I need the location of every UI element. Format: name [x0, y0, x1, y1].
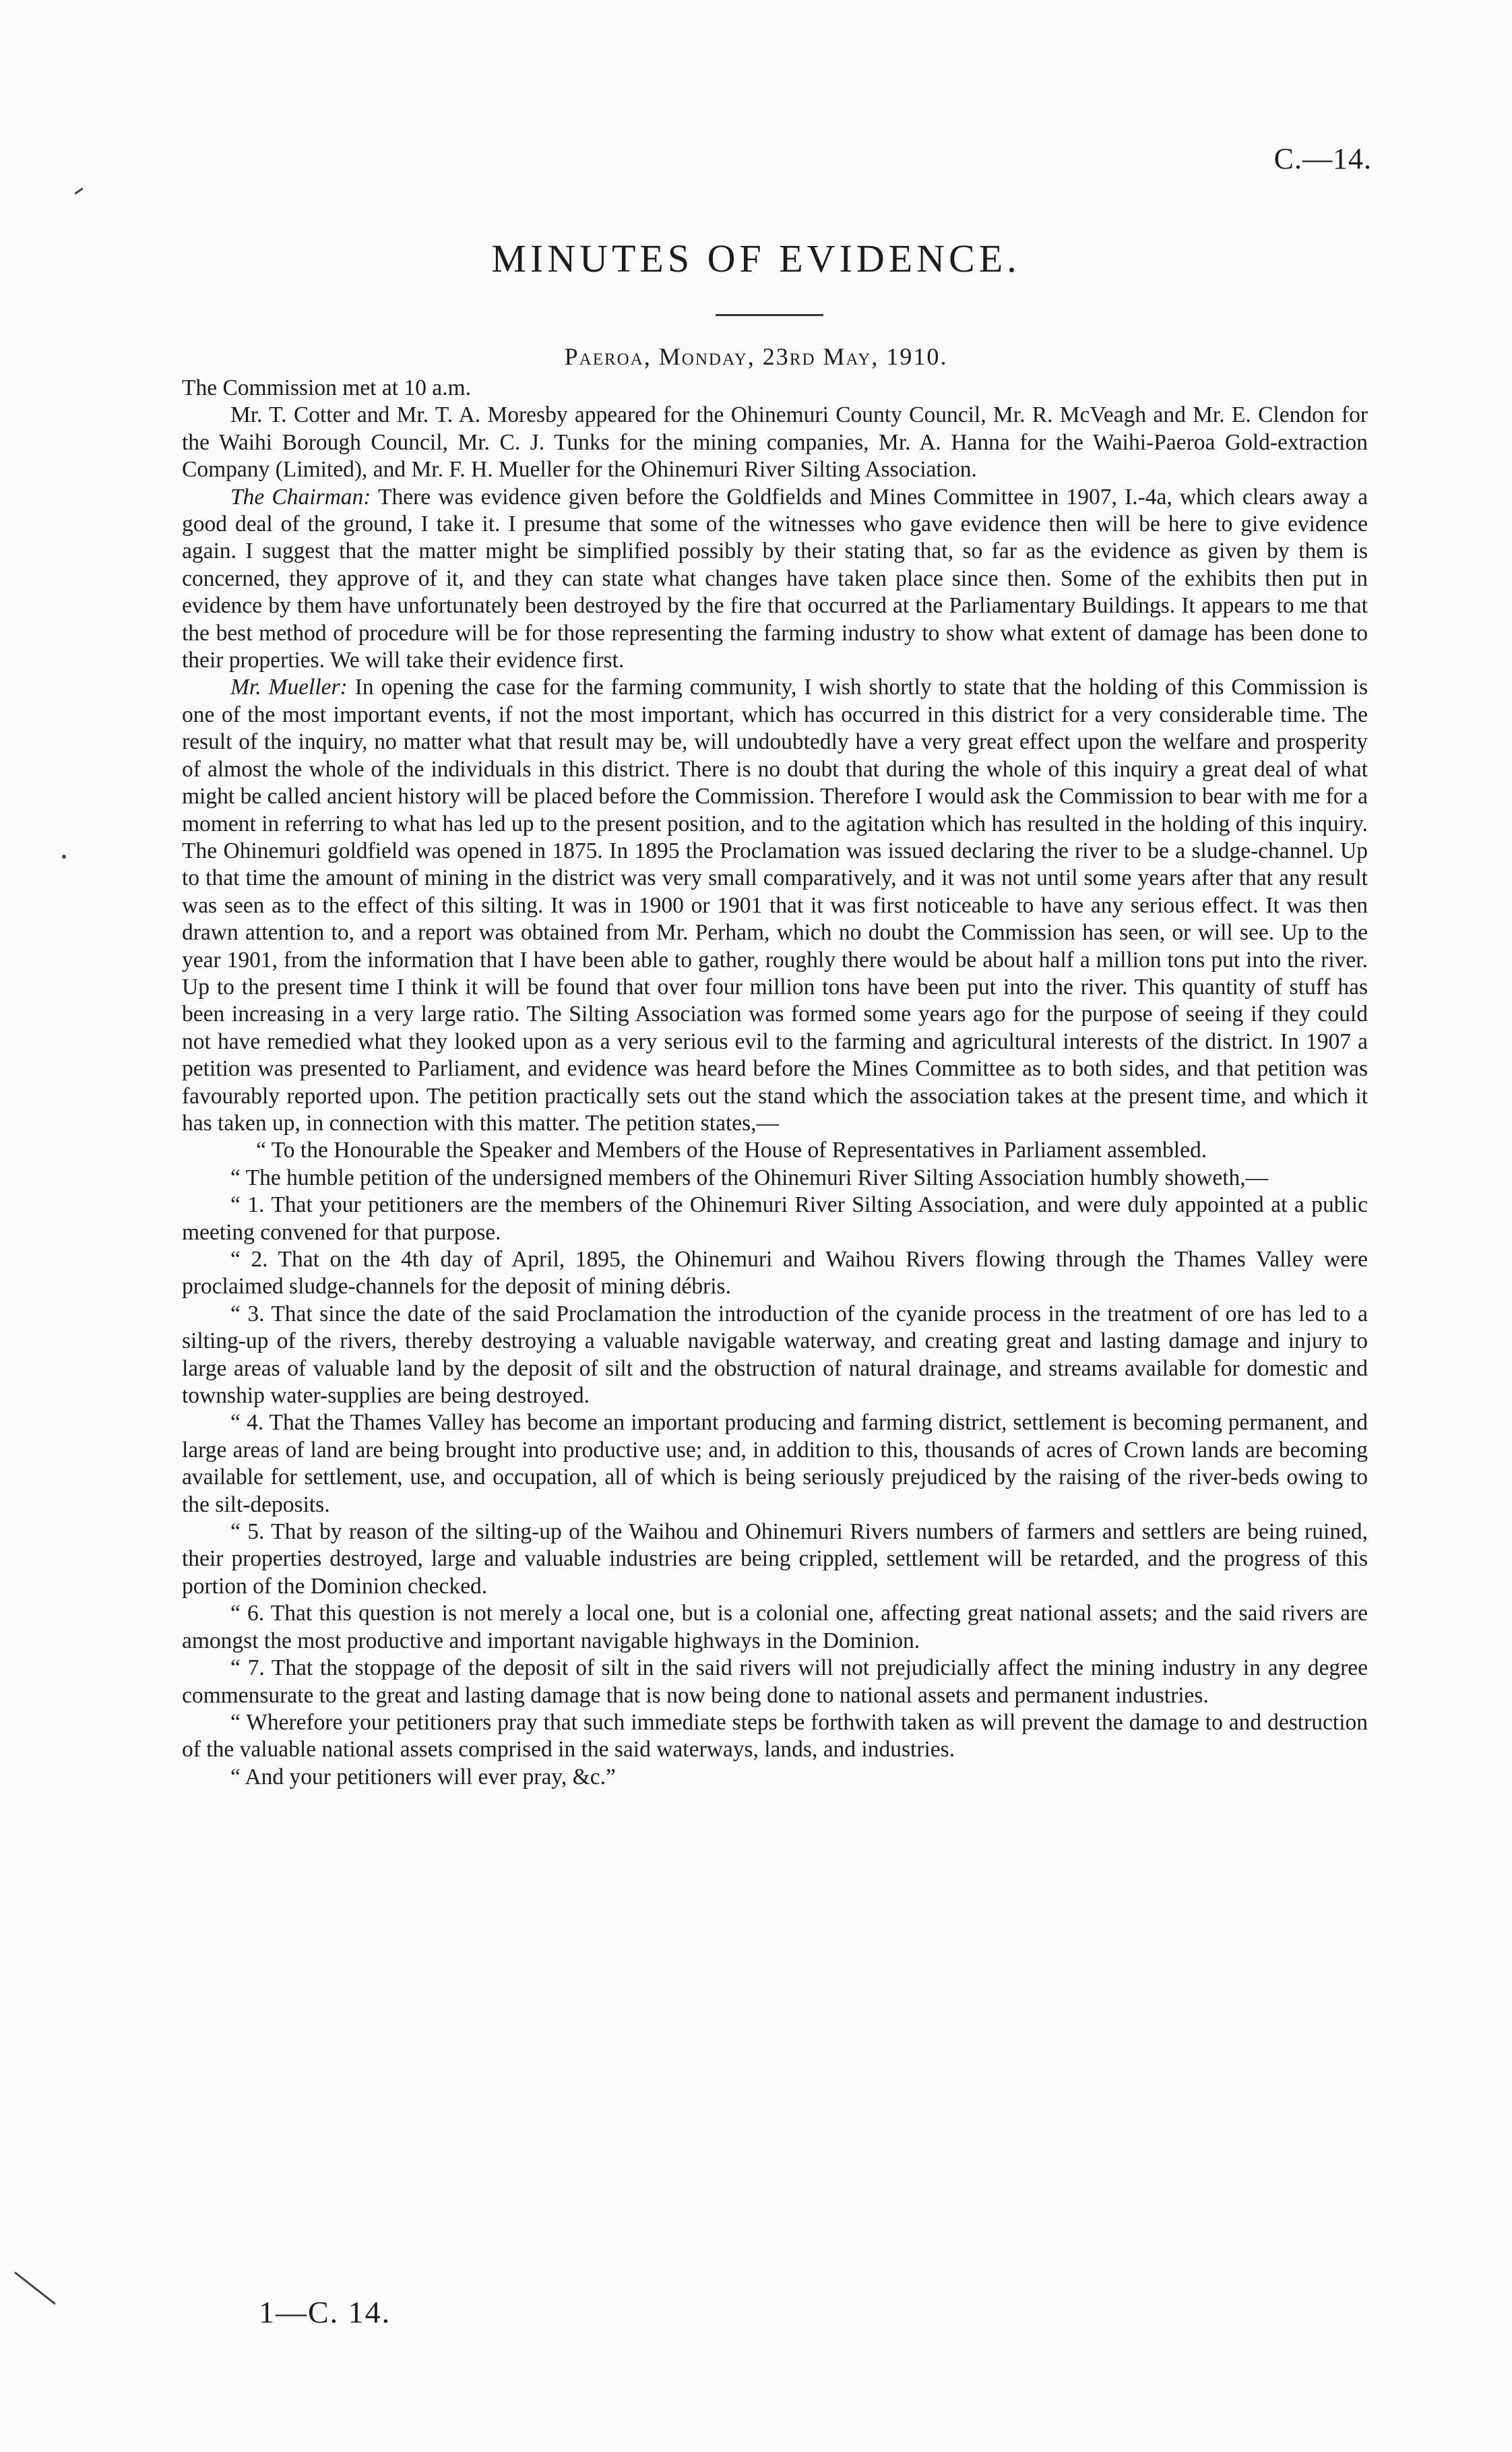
paragraph-text: “ 4. That the Thames Valley has become an important producing and farming district, settlement is becoming permanent, and large areas of land are being brought into productive use; and, in addition to this, thousands of acres of Crown lands are becoming available for settlement, use, and occupation, all of which is being seriously prejudiced by the raising of the river-beds owing to the silt-deposits.: [182, 1410, 1368, 1517]
paragraph-text: Mr. T. Cotter and Mr. T. A. Moresby appeared for the Ohinemuri County Council, Mr. R. McVeagh and Mr. E. Clendon for the Waihi Borough Council, Mr. C. J. Tunks for the mining companies, Mr. A. Hanna for the Waihi-Paeroa Gold-extraction Company (Limited), and Mr. F. H. Mueller for the Ohinemuri River Silting Association.: [182, 402, 1368, 483]
paragraph-text: “ 2. That on the 4th day of April, 1895, the Ohinemuri and Waihou Rivers flowing through the Thames Valley were proclaimed sludge-channels for the deposit of mining débris.: [182, 1247, 1368, 1299]
paragraph-text: “ 1. That your petitioners are the members of the Ohinemuri River Silting Association, and were duly appointed at a public meeting convened for that purpose.: [182, 1192, 1368, 1245]
paragraph-text: In opening the case for the farming community, I wish shortly to state that the holding of this Commission is one of the most important events, if not the most important, which has occurred in this district for a very considerable time. The result of the inquiry, no matter what that result may be, will undoubtedly have a very great effect upon the welfare and prosperity of almost the whole of the individuals in this district. There is no doubt that during the whole of this inquiry a great deal of what might be called ancient history will be placed before the Commission. Therefore I would ask the Commission to bear with me for a moment in referring to what has led up to the present position, and to the agitation which has resulted in the holding of this inquiry. The Ohinemuri goldfield was opened in 1875. In 1895 the Proclamation was issued declaring the river to be a sludge-channel. Up to that time the amount of mining in the district was very small comparatively, and it was not until some years after that any result was seen as to the effect of this silting. It was in 1900 or 1901 that it was first noticeable to have any serious effect. It was then drawn attention to, and a report was obtained from Mr. Perham, which no doubt the Commission has seen, or will see. Up to the year 1901, from the information that I have been able to gather, roughly there would be about half a million tons put into the river. Up to the present time I think it will be found that over four million tons have been put into the river. This quantity of stuff has been increasing in a very large ratio. The Silting Association was formed some years ago for the purpose of seeing if they could not have remedied what they looked upon as a very serious evil to the farming and agricultural interests of the district. In 1907 a petition was presented to Parliament, and evidence was heard before the Mines Committee as to both sides, and that petition was favourably reported upon. The petition practically sets out the stand which the association takes at the present time, and which it has taken up, in connection with this matter. The petition states,—: [182, 675, 1368, 1136]
petition-prayer: [182, 1709, 1368, 1764]
page-reference: C.—14.: [1273, 142, 1372, 175]
mueller-statement: [182, 674, 1368, 1137]
page-title: MINUTES OF EVIDENCE.: [491, 237, 1021, 280]
document-body: [182, 375, 1368, 1791]
paragraph-text: The Commission met at 10 a.m.: [182, 375, 471, 400]
speaker-name: The Chairman:: [230, 484, 371, 510]
petition-clause: [182, 1519, 1368, 1600]
petition-clause: [182, 1192, 1368, 1246]
paragraph-text: “ To the Honourable the Speaker and Members of the House of Representatives in Parliament assembled.: [256, 1138, 1207, 1163]
paragraph-text: “ 3. That since the date of the said Proclamation the introduction of the cyanide process in the treatment of ore has led to a silting-up of the rivers, thereby destroying a valuable navigable waterway, and creating great and lasting damage and injury to large areas of valuable land by the deposit of silt and the obstruction of natural drainage, and streams available for domestic and township water-supplies are being destroyed.: [182, 1301, 1368, 1409]
margin-mark-left: [62, 855, 66, 859]
speaker-name: Mr. Mueller:: [230, 675, 348, 700]
title-rule: [716, 314, 823, 316]
paragraph-text: “ The humble petition of the undersigned members of the Ohinemuri River Silting Association humbly showeth,—: [230, 1165, 1269, 1190]
margin-mark-top: [74, 187, 83, 194]
appearances-paragraph: [182, 402, 1368, 483]
signature-mark: 1—C. 14.: [259, 2295, 391, 2329]
margin-mark-bottom: [14, 2271, 56, 2304]
petition-clause: [182, 1600, 1368, 1655]
paragraph-text: “ 7. That the stoppage of the deposit of silt in the said rivers will not prejudicially affect the mining industry in any degree commensurate to the great and lasting damage that is now being done to national assets and permanent industries.: [182, 1655, 1368, 1708]
petition-clause: [182, 1655, 1368, 1709]
paragraph-text: There was evidence given before the Goldfields and Mines Committee in 1907, I.-4a, which clears away a good deal of the ground, I take it. I presume that some of the witnesses who gave evidence then will be here to give evidence again. I suggest that the matter might be simplified possibly by their stating that, so far as the evidence as given by them is concerned, they approve of it, and they can state what changes have taken place since then. Some of the exhibits then put in evidence by them have unfortunately been destroyed by the fire that occurred at the Parliamentary Buildings. It appears to me that the best method of procedure will be for those representing the farming industry to show what extent of damage has been done to their properties. We will take their evidence first.: [182, 484, 1368, 673]
petition-preamble: [182, 1165, 1368, 1192]
opening-line: [182, 375, 1368, 402]
paragraph-text: “ 5. That by reason of the silting-up of the Waihou and Ohinemuri Rivers numbers of farmers and settlers are being ruined, their properties destroyed, large and valuable industries are being crippled, settlement will be retarded, and the progress of this portion of the Dominion checked.: [182, 1519, 1368, 1599]
petition-address: [182, 1137, 1368, 1164]
dateline: Paeroa, Monday, 23rd May, 1910.: [564, 343, 948, 370]
petition-clause: [182, 1301, 1368, 1410]
petition-closing: [182, 1764, 1368, 1791]
paragraph-text: “ And your petitioners will ever pray, &c.”: [230, 1764, 616, 1789]
chairman-statement: [182, 484, 1368, 675]
paragraph-text: “ 6. That this question is not merely a local one, but is a colonial one, affecting great national assets; and the said rivers are amongst the most productive and important navigable highways in the Dominion.: [182, 1601, 1368, 1653]
paragraph-text: “ Wherefore your petitioners pray that such immediate steps be forthwith taken as will prevent the damage to and destruction of the valuable national assets comprised in the said waterways, lands, and industries.: [182, 1709, 1368, 1763]
petition-clause: [182, 1246, 1368, 1301]
petition-clause: [182, 1409, 1368, 1519]
